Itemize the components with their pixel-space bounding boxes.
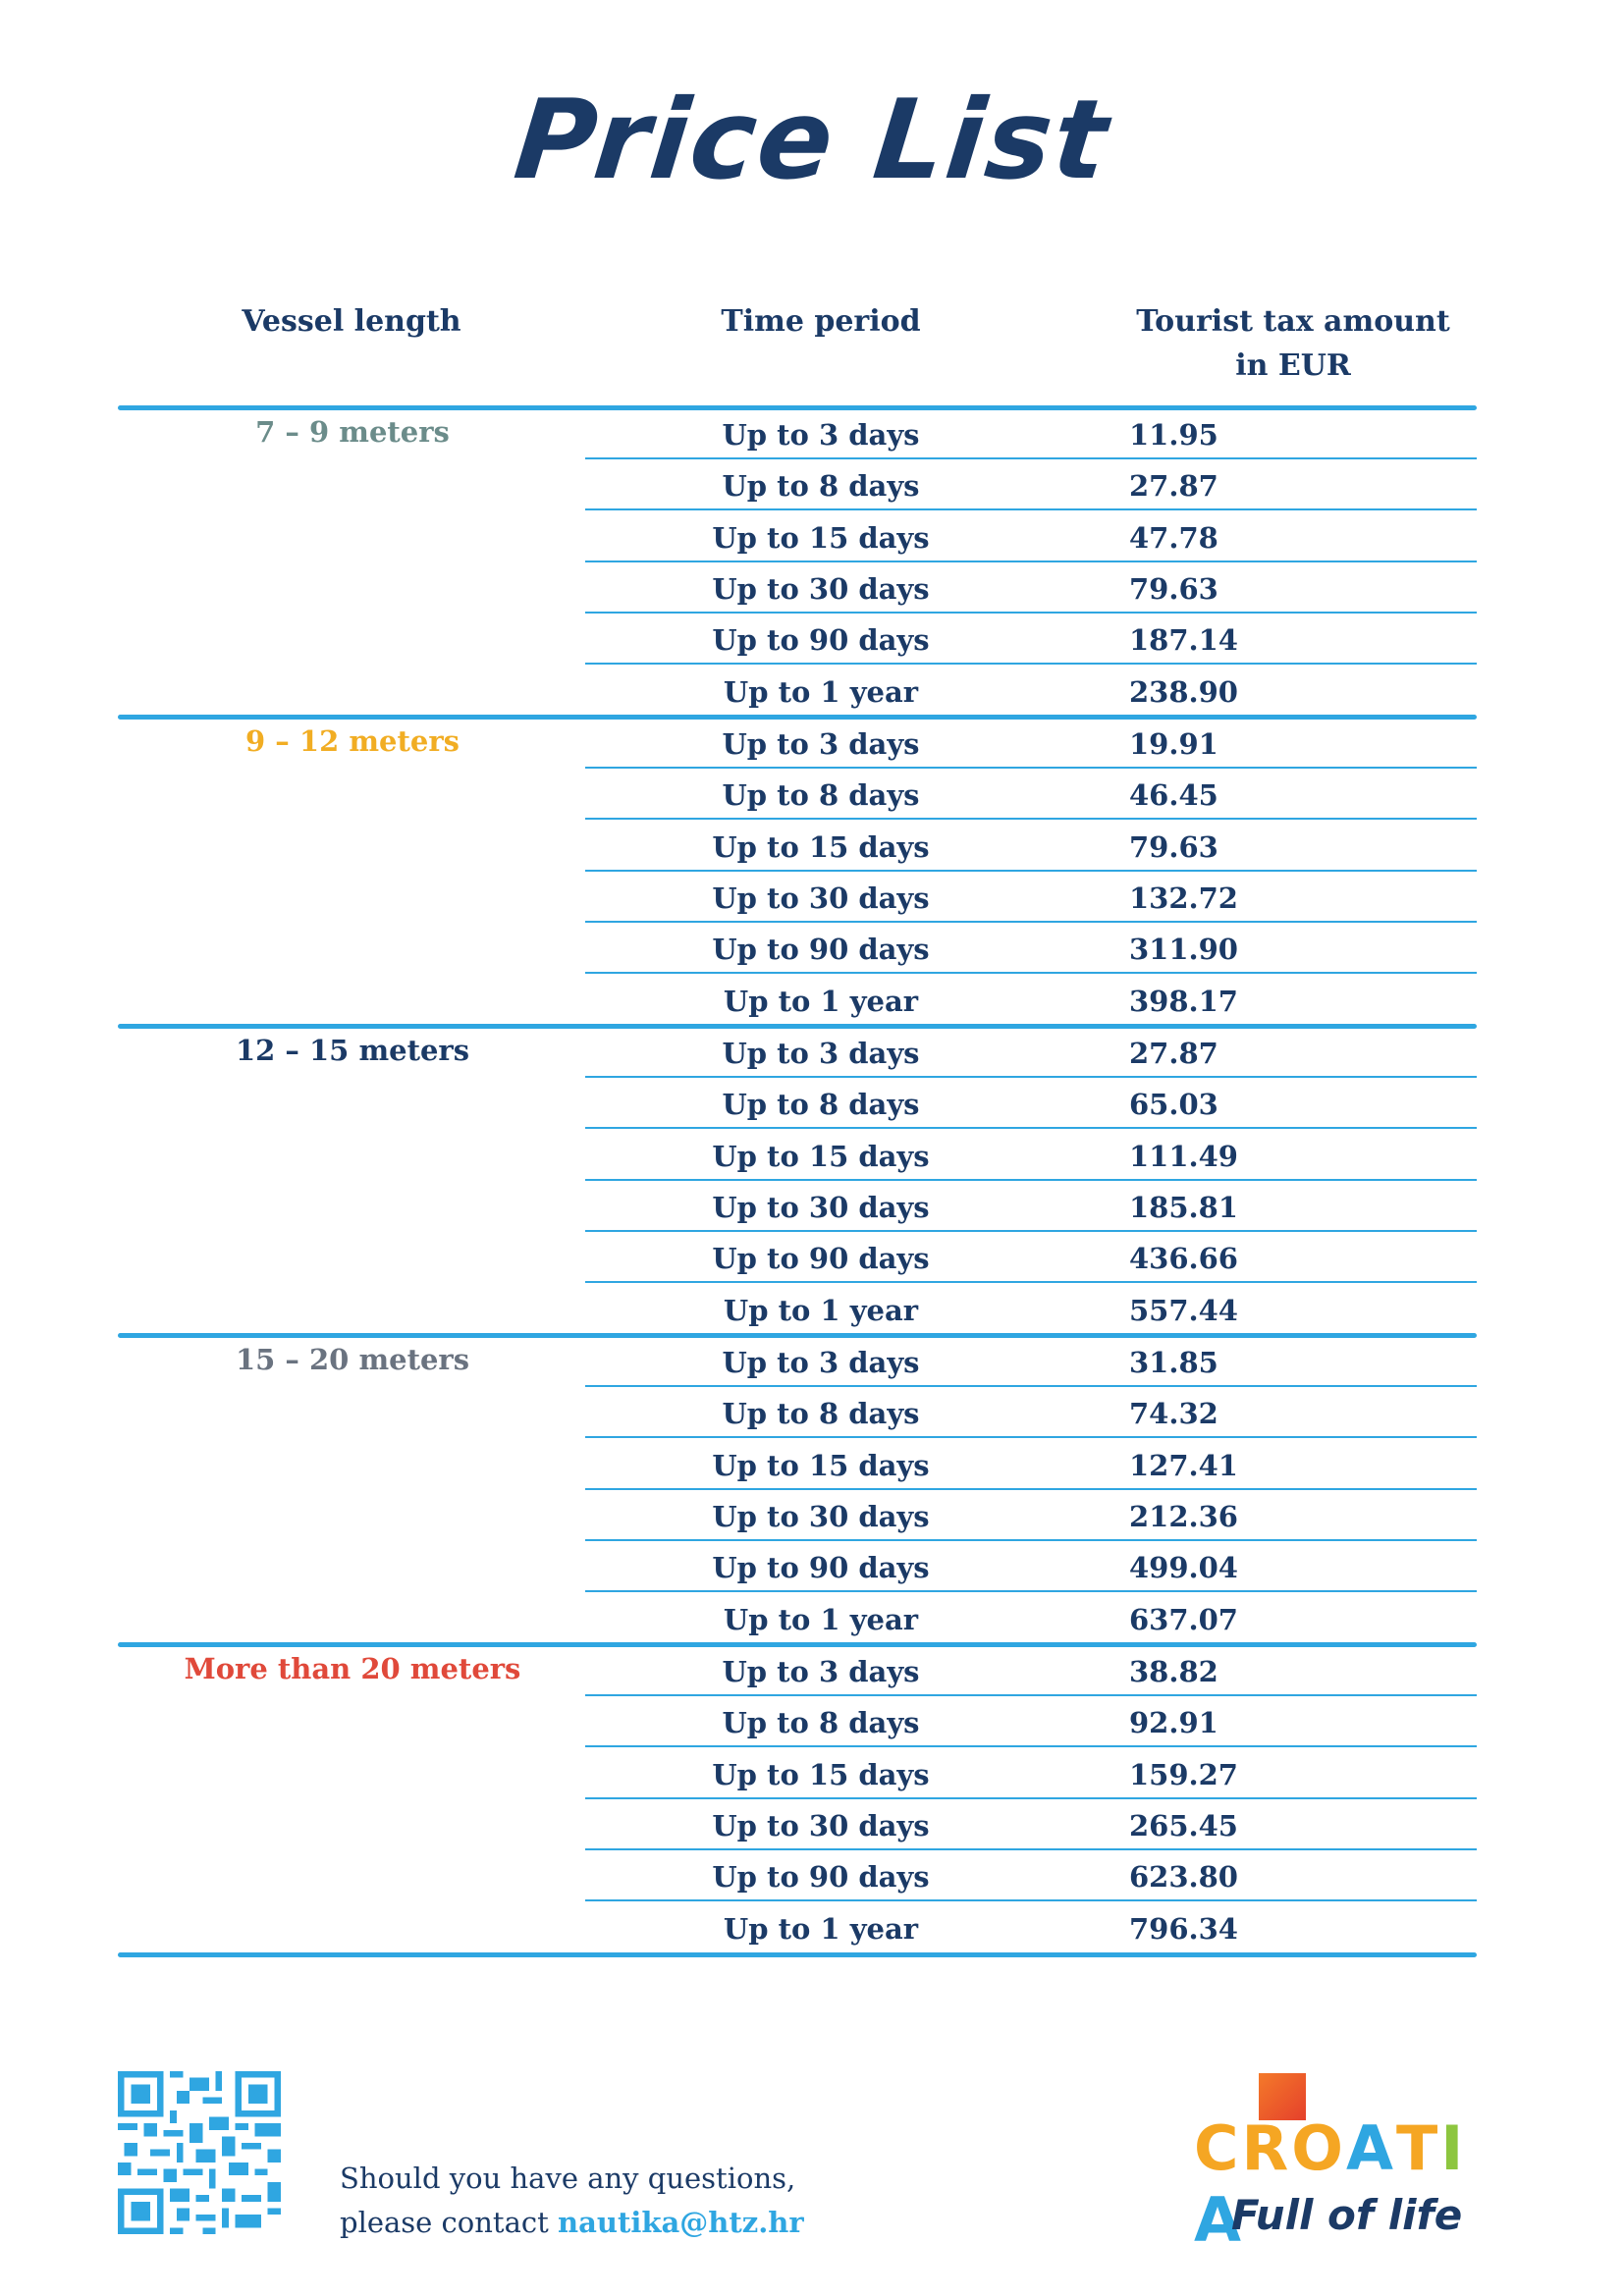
tax-amount-cell: 637.07 bbox=[1129, 1602, 1238, 1636]
contact-email-link[interactable]: nautika@htz.hr bbox=[558, 2206, 804, 2239]
time-period-cell: Up to 15 days bbox=[712, 1139, 930, 1173]
time-period-cell: Up to 3 days bbox=[722, 418, 920, 452]
time-period-cell: Up to 3 days bbox=[722, 1037, 920, 1070]
table-row bbox=[585, 1645, 1477, 1696]
logo-letter: A bbox=[1194, 2184, 1244, 2256]
vessel-group bbox=[118, 405, 1477, 715]
header-tourist-tax bbox=[1062, 299, 1524, 388]
contact-note bbox=[340, 2157, 804, 2245]
tax-amount-cell: 499.04 bbox=[1129, 1551, 1238, 1585]
time-period-cell: Up to 1 year bbox=[723, 1911, 919, 1946]
table-row bbox=[585, 1027, 1477, 1078]
tax-amount-cell: 185.81 bbox=[1129, 1190, 1238, 1224]
price-table bbox=[118, 405, 1477, 1951]
logo-letter: A bbox=[1345, 2112, 1396, 2184]
table-row bbox=[585, 1130, 1477, 1181]
table-row bbox=[585, 408, 1477, 459]
table-row bbox=[585, 1490, 1477, 1541]
table-row bbox=[585, 718, 1477, 769]
time-period-cell: Up to 1 year bbox=[723, 1293, 919, 1327]
time-period-cell: Up to 30 days bbox=[712, 571, 930, 606]
table-row bbox=[585, 562, 1477, 614]
vessel-group bbox=[118, 715, 1477, 1024]
vessel-length-label: 9 – 12 meters bbox=[245, 724, 460, 758]
header-time-period: Time period bbox=[721, 304, 921, 339]
logo-letter: R bbox=[1241, 2112, 1292, 2184]
tax-amount-cell: 79.63 bbox=[1129, 571, 1218, 606]
tax-amount-cell: 74.32 bbox=[1129, 1397, 1218, 1431]
table-row bbox=[585, 872, 1477, 923]
tax-amount-cell: 187.14 bbox=[1129, 623, 1238, 658]
croatia-logo bbox=[1192, 2065, 1487, 2262]
logo-letter: I bbox=[1440, 2112, 1467, 2184]
header-vessel-length: Vessel length bbox=[242, 304, 461, 339]
time-period-cell: Up to 15 days bbox=[712, 1757, 930, 1791]
time-period-cell: Up to 90 days bbox=[712, 933, 930, 967]
table-row bbox=[585, 1181, 1477, 1232]
vessel-length-label: More than 20 meters bbox=[184, 1652, 521, 1685]
logo-letter: O bbox=[1291, 2112, 1346, 2184]
table-row bbox=[585, 975, 1477, 1026]
time-period-cell: Up to 8 days bbox=[722, 469, 920, 504]
tax-amount-cell: 132.72 bbox=[1129, 881, 1238, 915]
tax-amount-cell: 127.41 bbox=[1129, 1448, 1238, 1482]
time-period-cell: Up to 1 year bbox=[723, 984, 919, 1018]
logo-letter: T bbox=[1395, 2112, 1441, 2184]
tax-amount-cell: 212.36 bbox=[1129, 1499, 1238, 1533]
vessel-length-label: 12 – 15 meters bbox=[235, 1034, 470, 1067]
tax-amount-cell: 311.90 bbox=[1129, 933, 1238, 967]
time-period-cell: Up to 8 days bbox=[722, 1706, 920, 1740]
table-row bbox=[585, 511, 1477, 562]
tax-amount-cell: 27.87 bbox=[1129, 469, 1218, 504]
tax-amount-cell: 238.90 bbox=[1129, 674, 1238, 709]
table-row bbox=[585, 1336, 1477, 1387]
time-period-cell: Up to 90 days bbox=[712, 1551, 930, 1585]
vessel-group bbox=[118, 1333, 1477, 1642]
time-period-cell: Up to 90 days bbox=[712, 623, 930, 658]
tax-amount-cell: 796.34 bbox=[1129, 1911, 1238, 1946]
contact-line-2 bbox=[340, 2201, 804, 2245]
time-period-cell: Up to 30 days bbox=[712, 881, 930, 915]
time-period-cell: Up to 15 days bbox=[712, 1448, 930, 1482]
tax-amount-cell: 265.45 bbox=[1129, 1808, 1238, 1842]
tax-amount-cell: 398.17 bbox=[1129, 984, 1238, 1018]
table-bottom-rule bbox=[118, 1952, 1477, 1957]
table-row bbox=[585, 459, 1477, 510]
table-row bbox=[585, 1902, 1477, 1953]
time-period-cell: Up to 90 days bbox=[712, 1860, 930, 1895]
table-row bbox=[585, 1439, 1477, 1490]
tax-amount-cell: 11.95 bbox=[1129, 418, 1218, 452]
table-row bbox=[585, 923, 1477, 974]
table-row bbox=[585, 1850, 1477, 1901]
tax-amount-cell: 65.03 bbox=[1129, 1088, 1218, 1122]
table-row bbox=[585, 1541, 1477, 1592]
header-tourist-tax-line2: in EUR bbox=[1235, 348, 1351, 383]
time-period-cell: Up to 3 days bbox=[722, 1346, 920, 1379]
time-period-cell: Up to 30 days bbox=[712, 1499, 930, 1533]
vessel-length-label: 15 – 20 meters bbox=[235, 1343, 470, 1376]
time-period-cell: Up to 30 days bbox=[712, 1190, 930, 1224]
contact-line-1: Should you have any questions, bbox=[340, 2162, 796, 2195]
table-row bbox=[585, 614, 1477, 665]
table-row bbox=[585, 1387, 1477, 1438]
time-period-cell: Up to 1 year bbox=[723, 1602, 919, 1636]
tax-amount-cell: 111.49 bbox=[1129, 1139, 1238, 1173]
tax-amount-cell: 38.82 bbox=[1129, 1655, 1218, 1688]
tax-amount-cell: 19.91 bbox=[1129, 727, 1218, 761]
logo-tagline: Full of life bbox=[1231, 2191, 1463, 2239]
table-row bbox=[585, 1696, 1477, 1747]
time-period-cell: Up to 8 days bbox=[722, 778, 920, 813]
time-period-cell: Up to 3 days bbox=[722, 727, 920, 761]
table-row bbox=[585, 1593, 1477, 1644]
tax-amount-cell: 79.63 bbox=[1129, 829, 1218, 864]
contact-prefix: please contact bbox=[340, 2206, 558, 2239]
table-row bbox=[585, 1232, 1477, 1283]
tax-amount-cell: 27.87 bbox=[1129, 1037, 1218, 1070]
table-row bbox=[585, 1078, 1477, 1129]
time-period-cell: Up to 15 days bbox=[712, 829, 930, 864]
time-period-cell: Up to 3 days bbox=[722, 1655, 920, 1688]
table-row bbox=[585, 1284, 1477, 1335]
logo-letter: C bbox=[1194, 2112, 1242, 2184]
header-tourist-tax-line1: Tourist tax amount bbox=[1136, 304, 1450, 339]
vessel-group bbox=[118, 1024, 1477, 1333]
vessel-group bbox=[118, 1642, 1477, 1951]
time-period-cell: Up to 90 days bbox=[712, 1242, 930, 1276]
table-row bbox=[585, 1799, 1477, 1850]
time-period-cell: Up to 8 days bbox=[722, 1088, 920, 1122]
table-row bbox=[585, 1748, 1477, 1799]
tax-amount-cell: 92.91 bbox=[1129, 1706, 1218, 1740]
table-row bbox=[585, 821, 1477, 872]
table-row bbox=[585, 769, 1477, 820]
time-period-cell: Up to 8 days bbox=[722, 1397, 920, 1431]
table-row bbox=[585, 666, 1477, 717]
tax-amount-cell: 623.80 bbox=[1129, 1860, 1238, 1895]
tax-amount-cell: 47.78 bbox=[1129, 520, 1218, 555]
time-period-cell: Up to 15 days bbox=[712, 520, 930, 555]
tax-amount-cell: 436.66 bbox=[1129, 1242, 1238, 1276]
tax-amount-cell: 159.27 bbox=[1129, 1757, 1238, 1791]
tax-amount-cell: 31.85 bbox=[1129, 1346, 1218, 1379]
qr-code-icon[interactable] bbox=[118, 2071, 281, 2234]
vessel-length-label: 7 – 9 meters bbox=[255, 415, 450, 449]
page-title: Price List bbox=[509, 77, 1115, 204]
time-period-cell: Up to 1 year bbox=[723, 674, 919, 709]
tax-amount-cell: 46.45 bbox=[1129, 778, 1218, 813]
tax-amount-cell: 557.44 bbox=[1129, 1293, 1238, 1327]
time-period-cell: Up to 30 days bbox=[712, 1808, 930, 1842]
